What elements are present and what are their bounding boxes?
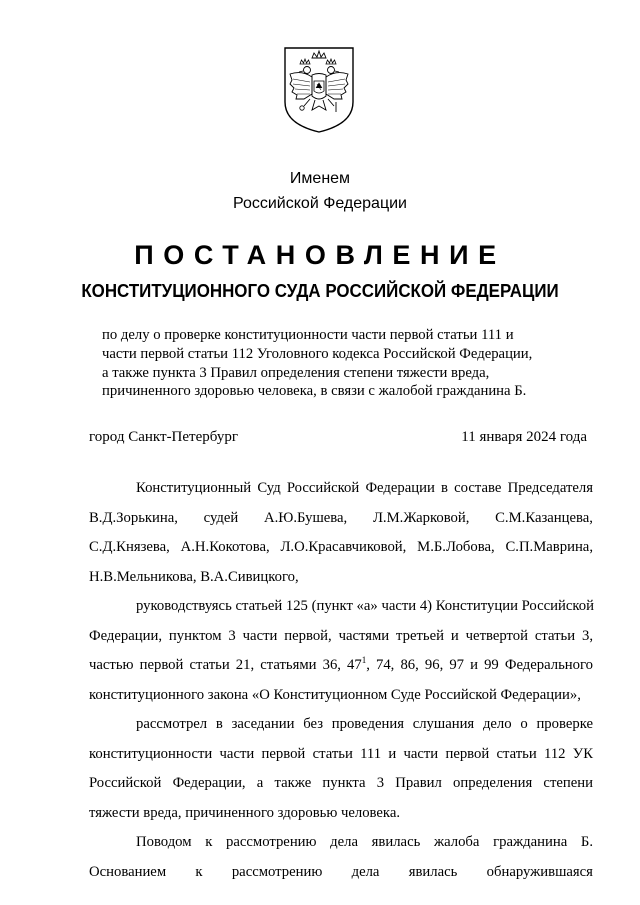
document-type-title: ПОСТАНОВЛЕНИЕ — [134, 240, 506, 270]
header-line-2: Российской Федерации — [233, 195, 407, 212]
word: обнаружившаяся — [486, 863, 593, 880]
body-line-justified — [89, 858, 593, 888]
paragraph-grounds — [89, 828, 593, 887]
body-text: частью первой статьи 21, статьями 36, 47 — [89, 657, 362, 673]
body-line: Конституционный Суд Российской Федерации в составе Председателя — [136, 480, 593, 496]
date-of-issue: 11 января 2024 года — [461, 429, 587, 445]
body-line: Поводом к рассмотрению дела явилась жалоба гражданина Б. — [136, 834, 593, 850]
coat-of-arms-icon — [282, 44, 356, 134]
subject-line: по делу о проверке конституционности части первой статьи 111 и — [102, 327, 514, 343]
body-line: рассмотрел в заседании без проведения слушания дело о проверке — [136, 716, 593, 732]
case-subject — [102, 326, 550, 401]
body-line: тяжести вреда, причиненного здоровью человека. — [89, 804, 401, 821]
body-line: конституционности части первой статьи 111 и части первой статьи 112 УК — [89, 745, 593, 762]
subject-line: части первой статьи 112 Уголовного кодекса Российской Федерации, — [102, 345, 533, 362]
body-line-justified — [89, 504, 593, 534]
body-line: Н.В.Мельникова, В.А.Сивицкого, — [89, 568, 299, 585]
word: А.Ю.Бушева, — [264, 509, 348, 526]
word: рассмотрению — [231, 863, 323, 880]
body-line: Федерации, пунктом 3 части первой, частями третьей и четвертой статьи 3, — [89, 627, 593, 644]
document-body — [89, 474, 593, 887]
body-line: руководствуясь статьей 125 (пункт «а» части 4) Конституции Российской — [136, 598, 594, 614]
body-line: Российской Федерации, а также пункта 3 Правил определения степени — [89, 775, 593, 791]
superscript: 1 — [361, 655, 367, 666]
word: судей — [203, 509, 239, 526]
word: С.М.Казанцева, — [495, 509, 593, 526]
body-line: С.Д.Князева, А.Н.Кокотова, Л.О.Красавчиковой, М.Б.Лобова, С.П.Маврина, — [89, 539, 593, 555]
subject-line: причиненного здоровью человека, в связи с жалобой гражданина Б. — [102, 383, 527, 400]
word: Основанием — [89, 863, 167, 880]
word: дела — [351, 863, 380, 880]
body-line — [89, 651, 593, 681]
word: явилась — [408, 863, 458, 880]
paragraph-composition — [89, 474, 593, 592]
word: к — [195, 863, 203, 880]
word: Л.М.Жарковой, — [372, 509, 470, 526]
body-text: , 74, 86, 96, 97 и 99 Федерального — [366, 657, 593, 673]
place-of-issue: город Санкт-Петербург — [89, 429, 238, 445]
header-line-1: Именем — [289, 170, 351, 187]
subject-line: а также пункта 3 Правил определения степени тяжести вреда, — [102, 364, 490, 381]
paragraph-legal-basis — [89, 592, 593, 710]
court-name: КОНСТИТУЦИОННОГО СУДА РОССИЙСКОЙ ФЕДЕРАЦИИ — [81, 281, 559, 301]
paragraph-considered — [89, 710, 593, 828]
body-line: конституционного закона «О Конституционном Суде Российской Федерации», — [89, 686, 581, 703]
word: В.Д.Зорькина, — [89, 509, 178, 526]
